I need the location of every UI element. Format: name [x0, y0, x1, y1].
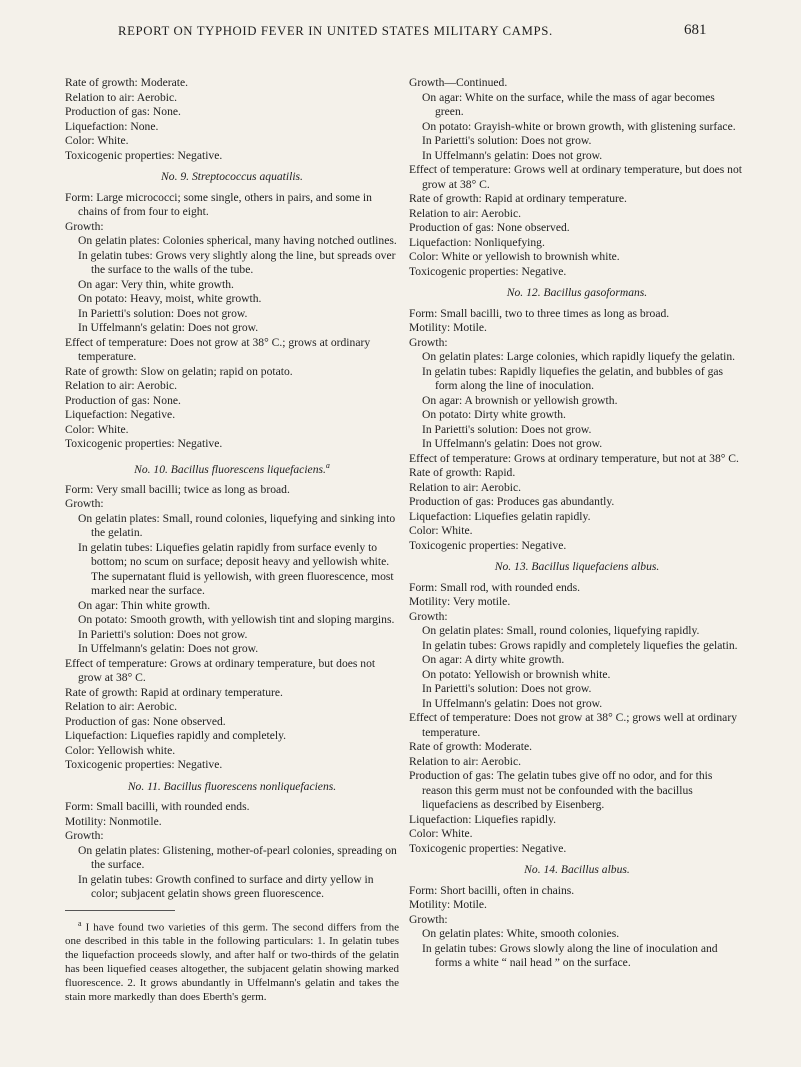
growth-line: On agar: Very thin, white growth. — [78, 277, 234, 291]
property-line: Relation to air: Aerobic. — [65, 379, 178, 392]
growth-line: On gelatin plates: Large colonies, which rapidly liquefy the gelatin. — [422, 350, 736, 363]
growth-line: On agar: A brownish or yellowish growth. — [422, 393, 618, 407]
form-line: Form: Large micrococci; some single, others in pairs, and some in chains of from four to eight. — [65, 190, 372, 218]
growth-label: Growth—Continued. — [409, 76, 508, 89]
growth-line: In gelatin tubes: Rapidly liquefies the gelatin, and bubbles of gas form along the line of inoculation. — [422, 364, 724, 392]
growth-line: On agar: Thin white growth. — [78, 598, 211, 612]
motility-line: Motility: Motile. — [409, 898, 487, 911]
form-line: Form: Small bacilli, two to three times as long as broad. — [409, 306, 670, 320]
property-line: Liquefaction: Liquefies rapidly and completely. — [65, 729, 287, 743]
growth-line: In gelatin tubes: Grows rapidly and completely liquefies the gelatin. — [422, 638, 738, 652]
property-line: Production of gas: None observed. — [65, 714, 226, 728]
growth-label: Growth: — [409, 912, 448, 926]
growth-line: In Parietti's solution: Does not grow. — [422, 422, 592, 436]
form-line: Form: Very small bacilli; twice as long as broad. — [65, 482, 290, 496]
footnote-ref: a — [325, 460, 330, 470]
section-heading-10 — [65, 459, 399, 477]
growth-label: Growth: — [65, 497, 104, 511]
section-heading-11: No. 11. Bacillus fluorescens nonliquefaciens. — [127, 779, 337, 793]
property-line: Toxicogenic properties: Negative. — [409, 841, 567, 855]
property-line: Toxicogenic properties: Negative. — [65, 437, 223, 450]
motility-line: Motility: Nonmotile. — [65, 814, 162, 828]
growth-line: In Parietti's solution: Does not grow. — [78, 306, 248, 320]
form-line: Form: Short bacilli, often in chains. — [409, 883, 575, 897]
growth-line: On gelatin plates: Colonies spherical, many having notched outlines. — [78, 234, 397, 247]
motility-line: Motility: Motile. — [409, 321, 487, 334]
growth-line: On potato: Dirty white growth. — [422, 408, 566, 421]
property-line: Liquefaction: Liquefies gelatin rapidly. — [409, 509, 591, 523]
growth-line: On gelatin plates: White, smooth colonies. — [422, 927, 620, 940]
running-header — [118, 24, 718, 39]
section-heading-13: No. 13. Bacillus liquefaciens albus. — [494, 560, 660, 573]
property-line: Color: Yellowish white. — [65, 743, 176, 757]
growth-line: In Parietti's solution: Does not grow. — [422, 682, 592, 695]
growth-line: In Uffelmann's gelatin: Does not grow. — [78, 642, 259, 656]
property-line: Relation to air: Aerobic. — [409, 480, 522, 494]
property-line: Production of gas: None. — [65, 393, 181, 407]
property-line: Rate of growth: Slow on gelatin; rapid on potato. — [65, 364, 293, 378]
growth-line: On potato: Heavy, moist, white growth. — [78, 292, 262, 305]
left-column — [65, 76, 399, 1004]
growth-line: On agar: White on the surface, while the mass of agar becomes green. — [422, 90, 715, 118]
growth-line: In gelatin tubes: Grows very slightly along the line, but spreads over the surface to the walls of the tube. — [78, 248, 396, 276]
growth-line: On potato: Yellowish or brownish white. — [422, 667, 611, 681]
property-line: Effect of temperature: Grows at ordinary temperature, but not at 38° C. — [409, 451, 739, 465]
property-line: Effect of temperature: Does not grow at 38° C.; grows well at ordinary temperature. — [409, 711, 737, 739]
property-line: Relation to air: Aerobic. — [65, 90, 178, 104]
property-line: Liquefaction: Liquefies rapidly. — [409, 812, 557, 826]
growth-line: On gelatin plates: Glistening, mother-of-pearl colonies, spreading on the surface. — [78, 843, 397, 872]
property-line: Production of gas: Produces gas abundantly. — [409, 495, 615, 508]
property-line: Color: White. — [409, 827, 473, 840]
property-line: Production of gas: None. — [65, 105, 181, 118]
growth-label: Growth: — [65, 219, 104, 233]
running-title: REPORT ON TYPHOID FEVER IN UNITED STATES MILITARY CAMPS. — [118, 24, 553, 38]
footnote-text: I have found two varieties of this germ. The second differs from the one described in this table in the following particulars: 1. In gelatin tubes the liquefaction proceeds slowly, and after half or two-thirds of the gelatin has been liquefied ceases altogether, the subjacent gelatin showing marked fluorescence. 2. It grows abundantly in Uffelmann's gelatin and takes the stain more markedly than does Eberth's germ. — [65, 921, 399, 1003]
property-line: Rate of growth: Rapid at ordinary temperature. — [65, 685, 283, 699]
property-line: Relation to air: Aerobic. — [409, 206, 522, 220]
growth-line: In Parietti's solution: Does not grow. — [78, 627, 248, 641]
property-line: Production of gas: The gelatin tubes give off no odor, and for this reason this germ must not be confounded with the bacillus liquefaciens as described by Eisenberg. — [409, 769, 713, 811]
property-line: Toxicogenic properties: Negative. — [65, 758, 223, 772]
property-line: Production of gas: None observed. — [409, 221, 570, 234]
property-line: Effect of temperature: Grows at ordinary temperature, but does not grow at 38° C. — [65, 656, 376, 685]
growth-line: In Parietti's solution: Does not grow. — [422, 134, 592, 147]
footnote — [65, 917, 399, 1004]
property-line: Rate of growth: Rapid. — [409, 466, 516, 479]
property-line: Liquefaction: Negative. — [65, 408, 176, 421]
growth-line: On potato: Grayish-white or brown growth, with glistening surface. — [422, 119, 736, 133]
growth-line: In Uffelmann's gelatin: Does not grow. — [422, 696, 603, 710]
property-line: Liquefaction: Nonliquefying. — [409, 235, 545, 249]
growth-label: Growth: — [409, 609, 448, 623]
growth-line: In gelatin tubes: Liquefies gelatin rapidly from surface evenly to bottom; no scum on surface; deposit heavy and yellowish white. The supernatant fluid is yellowish, with green fluorescence, most marked near the surface. — [78, 540, 394, 598]
property-line: Rate of growth: Rapid at ordinary temperature. — [409, 192, 627, 205]
property-line: Effect of temperature: Does not grow at 38° C.; grows at ordinary temperature. — [65, 335, 371, 363]
section-heading-12: No. 12. Bacillus gasoformans. — [506, 286, 648, 299]
form-line: Form: Small rod, with rounded ends. — [409, 580, 580, 594]
growth-line: In gelatin tubes: Growth confined to surface and dirty yellow in color; subjacent gelatin shows green fluorescence. — [78, 872, 374, 901]
property-line: Effect of temperature: Grows well at ordinary temperature, but does not grow at 38° C. — [409, 163, 742, 191]
footnote-mark: a — [78, 918, 82, 928]
form-line: Form: Small bacilli, with rounded ends. — [65, 800, 250, 814]
property-line: Relation to air: Aerobic. — [409, 754, 522, 768]
page-number: 681 — [684, 22, 707, 38]
section-heading-9: No. 9. Streptococcus aquatilis. — [161, 170, 303, 183]
footnote-divider — [65, 910, 175, 911]
property-line: Color: White. — [65, 134, 129, 147]
property-line: Color: White. — [409, 524, 473, 537]
property-line: Color: White. — [65, 422, 129, 436]
growth-label: Growth: — [65, 829, 104, 843]
property-line: Color: White or yellowish to brownish white. — [409, 250, 620, 263]
growth-line: On agar: A dirty white growth. — [422, 653, 565, 666]
property-line: Toxicogenic properties: Negative. — [409, 264, 567, 278]
growth-line: In Uffelmann's gelatin: Does not grow. — [422, 437, 603, 450]
growth-line: On potato: Smooth growth, with yellowish tint and sloping margins. — [78, 613, 395, 627]
property-line: Toxicogenic properties: Negative. — [65, 148, 223, 162]
property-line: Relation to air: Aerobic. — [65, 700, 178, 714]
growth-line: In gelatin tubes: Grows slowly along the line of inoculation and forms a white “ nail head ” on the surface. — [422, 941, 718, 969]
property-line: Toxicogenic properties: Negative. — [409, 538, 567, 552]
property-line: Liquefaction: None. — [65, 119, 159, 133]
property-line: Rate of growth: Moderate. — [409, 740, 532, 753]
section-heading-14: No. 14. Bacillus albus. — [524, 863, 630, 876]
growth-line: In Uffelmann's gelatin: Does not grow. — [422, 148, 603, 162]
growth-line: On gelatin plates: Small, round colonies, liquefying rapidly. — [422, 624, 700, 637]
growth-label: Growth: — [409, 335, 448, 349]
motility-line: Motility: Very motile. — [409, 595, 511, 608]
right-column — [409, 76, 745, 971]
section-title: No. 10. Bacillus fluorescens liquefaciens. — [134, 462, 326, 476]
property-line: Rate of growth: Moderate. — [65, 76, 188, 89]
growth-line: On gelatin plates: Small, round colonies, liquefying and sinking into the gelatin. — [78, 511, 396, 540]
growth-line: In Uffelmann's gelatin: Does not grow. — [78, 321, 259, 334]
